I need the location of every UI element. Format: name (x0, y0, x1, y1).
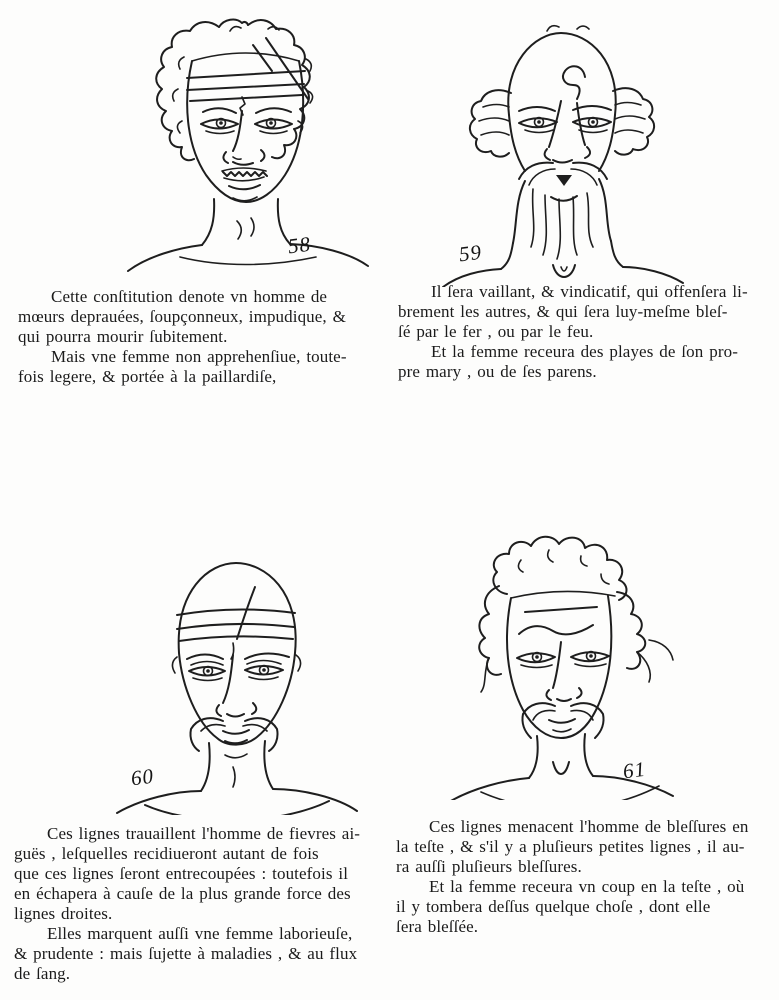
caption-line: pre mary , ou de ſes parens. (398, 362, 597, 381)
figure-59 (435, 15, 685, 287)
caption-figure-60 (14, 824, 394, 984)
caption-line: la teſte , & s'il y a pluſieurs petites lignes , il au- (396, 837, 745, 856)
woodcut-head-61 (425, 530, 705, 800)
caption-line: Ces lignes menacent l'homme de bleſſures en (429, 817, 749, 836)
figure-58 (120, 5, 370, 277)
figure-number-59: 59 (457, 239, 484, 267)
caption-line: lignes droites. (14, 904, 113, 923)
caption-figure-58 (18, 287, 390, 387)
caption-line: brement les autres, & qui ſera luy-meſme bleſ- (398, 302, 728, 321)
caption-line: en échapera à cauſe de la plus grande force des (14, 884, 351, 903)
caption-line: Cette conſtitution denote vn homme de (51, 287, 328, 306)
caption-line: qui pourra mourir ſubitement. (18, 327, 228, 346)
caption-line: Ces lignes trauaillent l'homme de fievres ai- (47, 824, 361, 843)
figure-number-58: 58 (286, 231, 313, 259)
caption-line: de ſang. (14, 964, 71, 983)
caption-line: fois legere, & portée à la paillardiſe, (18, 367, 277, 386)
figure-number-61: 61 (621, 756, 648, 784)
caption-line: mœurs deprauées, ſoupçonneux, impudique, & (18, 307, 346, 326)
caption-line: Il ſera vaillant, & vindicatif, qui offenſera li- (431, 282, 748, 301)
woodcut-head-58 (120, 5, 370, 277)
figure-61 (425, 530, 705, 800)
caption-line: ſé par le fer , ou par le feu. (398, 322, 594, 341)
caption-line: Et la femme receura vn coup en la teſte , où (429, 877, 745, 896)
caption-line: il y tombera deſſus quelque choſe , dont elle (396, 897, 711, 916)
caption-line: que ces lignes ſeront entrecoupées : toutefois il (14, 864, 349, 883)
caption-line: Elles marquent auſſi vne femme laborieuſe, (47, 924, 353, 943)
caption-line: Mais vne femme non apprehenſiue, toute- (51, 347, 347, 366)
caption-line: ra auſſi pluſieurs bleſſures. (396, 857, 582, 876)
figure-number-60: 60 (129, 763, 156, 791)
figure-60 (105, 535, 365, 815)
caption-figure-61 (396, 817, 776, 937)
caption-line: Et la femme receura des playes de ſon pro- (431, 342, 738, 361)
caption-line: ſera bleſſée. (396, 917, 479, 936)
caption-figure-59 (398, 282, 774, 382)
caption-line: & prudente : mais ſujette à maladies , & au flux (14, 944, 358, 963)
caption-line: guës , leſquelles recidiueront autant de fois (14, 844, 319, 863)
